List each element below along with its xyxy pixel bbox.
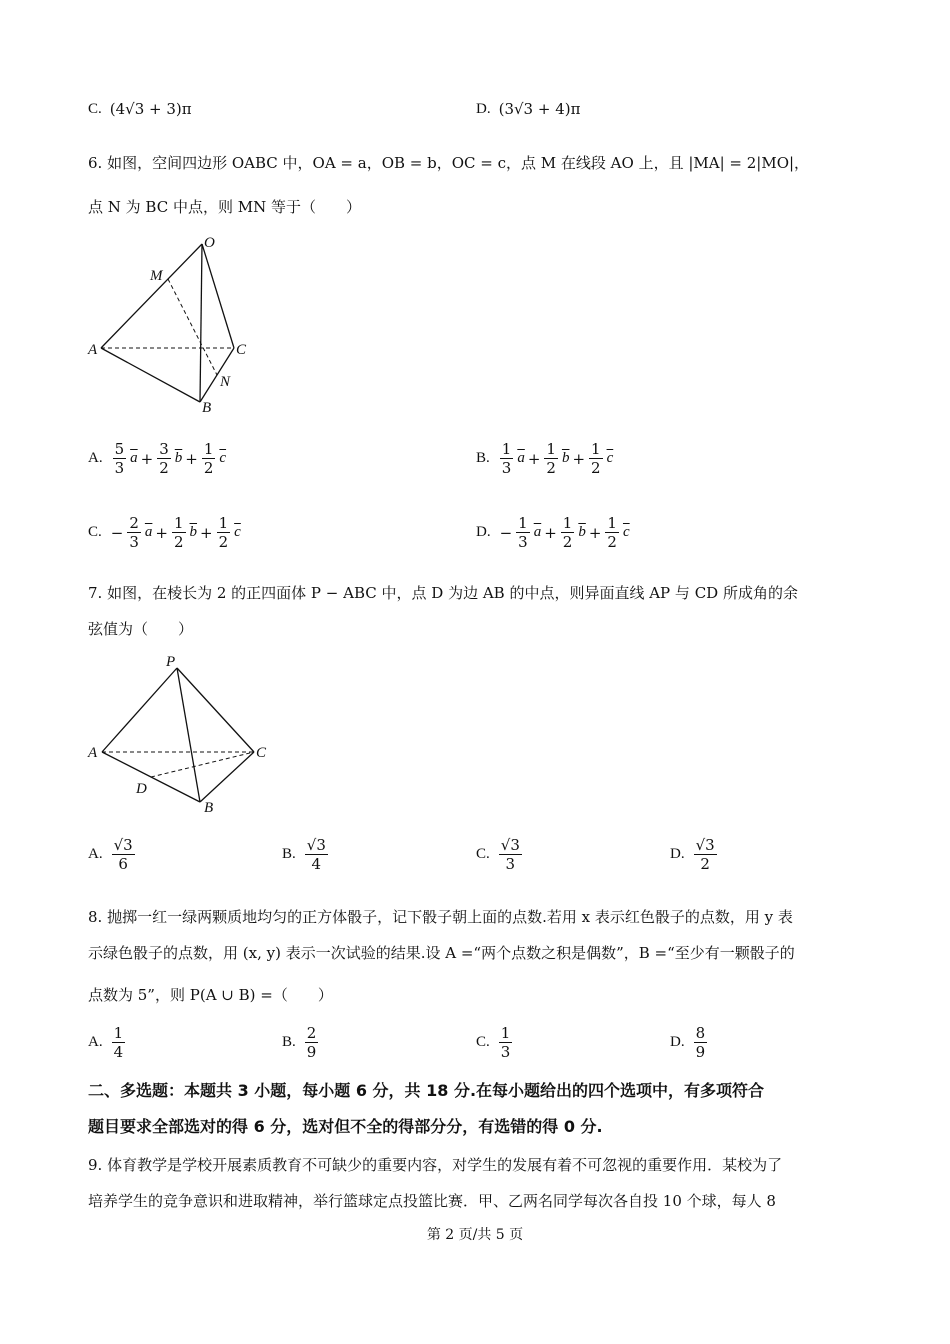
label-A: A [88, 342, 98, 358]
q8-stem-line3: 点数为 5”，则 P(A ∪ B) =（ ） [88, 986, 333, 1004]
coef-fraction-denominator: 3 [114, 459, 125, 477]
term-sign: + [588, 523, 602, 542]
edge-AO [101, 244, 202, 348]
q7-option-value [305, 836, 328, 873]
vector-c: $\overline{c}$ [622, 524, 630, 540]
coef-fraction-denominator: 2 [562, 533, 573, 551]
q8-option-value-numerator: 8 [695, 1024, 706, 1042]
coef-fraction [202, 440, 216, 477]
q6-option-label: B. [476, 450, 490, 466]
label-C: C [236, 342, 247, 358]
label-B: B [202, 400, 212, 416]
coef-fraction-numerator: 1 [173, 514, 184, 532]
vector-b: $\overline{b}$ [561, 450, 570, 466]
edge-OB [200, 244, 202, 402]
coef-fraction-denominator: 3 [501, 459, 512, 477]
q8-option-d [670, 1024, 708, 1061]
q7-option-value-denominator: 4 [311, 855, 322, 873]
label-M: M [150, 268, 163, 284]
coef-fraction [172, 514, 186, 551]
q7-option-value-numerator: √3 [306, 836, 326, 854]
q8-option-value-denominator: 3 [500, 1043, 511, 1061]
coef-fraction-denominator: 3 [129, 533, 139, 551]
vector-c: $\overline{c}$ [234, 524, 241, 540]
q7-stem-line1: 7. 如图，在棱长为 2 的正四面体 P − ABC 中，点 D 为边 AB 的中点，则异面直线 AP 与 CD 所成角的余 [88, 584, 798, 602]
q8-option-a [88, 1024, 126, 1061]
q5-option-d-text: (3√3 + 4)π [498, 100, 581, 118]
q7-figure [84, 650, 284, 820]
q7-option-label: C. [476, 846, 490, 862]
term-sign: − [110, 523, 124, 542]
q8-option-value-numerator: 2 [306, 1024, 317, 1042]
q7-option-value [694, 836, 717, 873]
label-N: N [220, 374, 231, 390]
segment-MN-dashed [168, 279, 217, 375]
section2-heading-line1: 二、多选题：本题共 3 小题，每小题 6 分，共 18 分.在每小题给出的四个选项中，有多项符合 [88, 1081, 765, 1100]
coef-fraction-denominator: 2 [546, 459, 556, 477]
q8-option-label: A. [88, 1034, 103, 1050]
q5-option-c-text: (4√3 + 3)π [109, 100, 192, 118]
vector-b: $\overline{b}$ [578, 524, 586, 540]
q7-option-c [476, 836, 523, 873]
q7-option-value-numerator: √3 [113, 836, 133, 854]
coef-fraction-numerator: 1 [562, 514, 573, 532]
q7-option-value-denominator: 2 [700, 855, 710, 873]
q8-option-value-denominator: 9 [306, 1043, 317, 1061]
edge-BC [200, 752, 254, 802]
vector-c: $\overline{c}$ [606, 450, 614, 466]
coef-fraction-denominator: 2 [607, 533, 617, 551]
q8-stem-line1: 8. 抛掷一红一绿两颗质地均匀的正方体骰子，记下骰子朝上面的点数.若用 x 表示红色骰子的点数，用 y 表 [88, 908, 793, 926]
coef-fraction [561, 514, 575, 551]
q8-option-value [112, 1024, 126, 1061]
coef-fraction-numerator: 1 [218, 514, 229, 532]
q8-option-value-denominator: 4 [113, 1043, 124, 1061]
coef-fraction-numerator: 1 [203, 440, 214, 458]
q7-option-d [670, 836, 718, 873]
term-sign: + [140, 449, 154, 468]
term-sign: + [200, 523, 213, 542]
vector-b: $\overline{b}$ [174, 450, 183, 466]
q9-stem-line1: 9. 体育教学是学校开展素质教育不可缺少的重要内容，对学生的发展有着不可忽视的重要作用．某校为了 [88, 1156, 783, 1174]
coef-fraction [113, 440, 127, 477]
coef-fraction-denominator: 3 [518, 533, 528, 551]
label-B: B [204, 800, 214, 816]
q8-option-label: B. [282, 1034, 296, 1050]
coef-fraction-numerator: 3 [159, 440, 169, 458]
q8-option-value [305, 1024, 319, 1061]
q7-option-b [282, 836, 329, 873]
q7-option-a [88, 836, 136, 873]
vector-a: $\overline{a}$ [517, 450, 525, 466]
q6-option-label: D. [476, 524, 491, 540]
q8-option-label: C. [476, 1034, 490, 1050]
edge-PB [177, 668, 200, 802]
q8-option-value [499, 1024, 513, 1061]
coef-fraction-denominator: 2 [591, 459, 601, 477]
coef-fraction-numerator: 2 [129, 514, 139, 532]
label-D: D [136, 781, 147, 797]
term-sign: + [155, 523, 168, 542]
q6-figure [84, 230, 264, 420]
q8-option-value [694, 1024, 708, 1061]
q8-stem-line2: 示绿色骰子的点数，用 (x, y) 表示一次试验的结果.设 A =“两个点数之积是偶数”，B =“至少有一颗骰子的 [88, 944, 795, 962]
coef-fraction [217, 514, 231, 551]
coef-fraction-numerator: 1 [518, 514, 528, 532]
term-sign: + [185, 449, 198, 468]
label-P: P [166, 654, 176, 670]
coef-fraction-numerator: 1 [501, 440, 512, 458]
coef-fraction-numerator: 5 [114, 440, 125, 458]
coef-fraction [589, 440, 603, 477]
q8-option-b [282, 1024, 319, 1061]
vector-c: $\overline{c}$ [219, 450, 227, 466]
q7-option-value-numerator: √3 [695, 836, 715, 854]
q7-option-value [499, 836, 522, 873]
q6-option-a [88, 440, 226, 477]
q5-option-c: C. (4√3 + 3)π [88, 100, 192, 118]
q7-option-value-denominator: 6 [118, 855, 128, 873]
q9-stem-line2: 培养学生的竞争意识和进取精神，举行篮球定点投篮比赛．甲、乙两名同学每次各自投 10 个球，每人 8 [88, 1192, 776, 1210]
vector-b: $\overline{b}$ [189, 524, 198, 540]
coef-fraction-numerator: 1 [591, 440, 601, 458]
q8-option-label: D. [670, 1034, 685, 1050]
segment-CD-dashed [151, 752, 254, 777]
coef-fraction-denominator: 2 [173, 533, 184, 551]
vector-a: $\overline{a}$ [130, 450, 138, 466]
q7-option-value [112, 836, 135, 873]
q5-option-d: D. (3√3 + 4)π [476, 100, 581, 118]
q6-option-label: A. [88, 450, 103, 466]
label-A: A [88, 745, 98, 761]
q6-stem-line2: 点 N 为 BC 中点，则 MN 等于（ ） [88, 198, 361, 216]
q6-option-label: C. [88, 524, 102, 540]
coef-fraction-denominator: 2 [218, 533, 229, 551]
edge-PC [177, 668, 254, 752]
q6-option-c [88, 514, 241, 551]
edge-OC [202, 244, 234, 348]
coef-fraction [605, 514, 619, 551]
label-C: C [256, 745, 267, 761]
label-O: O [204, 235, 215, 251]
q8-option-value-denominator: 9 [695, 1043, 706, 1061]
q8-option-value-numerator: 1 [500, 1024, 511, 1042]
term-sign: − [499, 523, 513, 542]
q7-option-label: A. [88, 846, 103, 862]
coef-fraction [500, 440, 514, 477]
vector-a: $\overline{a}$ [533, 524, 542, 540]
q8-option-c [476, 1024, 513, 1061]
q6-stem-line1: 6. 如图，空间四边形 OABC 中，OA = a，OB = b，OC = c，点 M 在线段 AO 上，且 |MA| = 2|MO|， [88, 154, 810, 172]
q7-option-value-numerator: √3 [500, 836, 520, 854]
q7-stem-line2: 弦值为（ ） [88, 620, 194, 638]
q7-option-label: B. [282, 846, 296, 862]
coef-fraction [157, 440, 171, 477]
page-footer: 第 2 页/共 5 页 [426, 1227, 524, 1243]
q7-option-label: D. [670, 846, 685, 862]
vector-a: $\overline{a}$ [144, 524, 153, 540]
term-sign: + [544, 523, 557, 542]
q8-option-value-numerator: 1 [113, 1024, 124, 1042]
term-sign: + [527, 449, 541, 468]
q6-option-b [476, 440, 613, 477]
coef-fraction-numerator: 1 [607, 514, 617, 532]
coef-fraction [544, 440, 558, 477]
q7-option-value-denominator: 3 [505, 855, 516, 873]
edge-AB [101, 348, 200, 402]
q6-option-d [476, 514, 630, 551]
coef-fraction [516, 514, 530, 551]
coef-fraction-numerator: 1 [546, 440, 556, 458]
edge-AP [102, 668, 177, 752]
term-sign: + [572, 449, 586, 468]
coef-fraction [127, 514, 141, 551]
section2-heading-line2: 题目要求全部选对的得 6 分，选对但不全的得部分分，有选错的得 0 分. [88, 1117, 603, 1136]
coef-fraction-denominator: 2 [203, 459, 214, 477]
coef-fraction-denominator: 2 [159, 459, 169, 477]
